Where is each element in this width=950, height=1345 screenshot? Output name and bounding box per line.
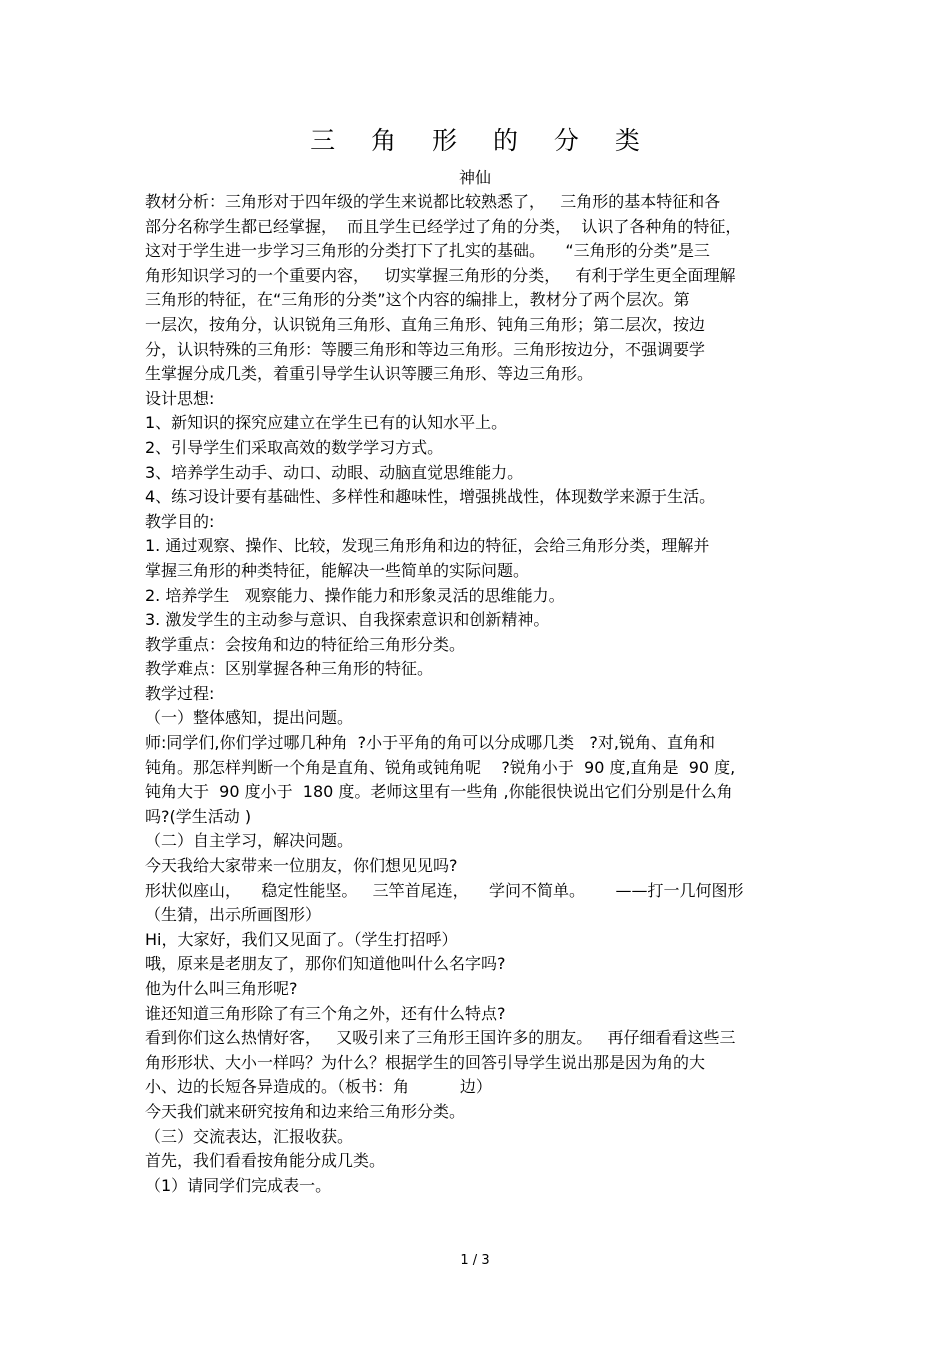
text-line: （1）请同学们完成表一。 [145, 1175, 332, 1195]
text-line: 教材分析：三角形对于四年级的学生来说都比较熟悉了， 三角形的基本特征和各 [145, 192, 721, 211]
text-line: 师:同学们,你们学过哪几种角 ?小于平角的角可以分成哪几类 ?对,锐角、直角和 [145, 733, 715, 753]
text-line: （三）交流表达，汇报收获。 [145, 1126, 354, 1146]
text-line: 钝角大于 90 度小于 180 度。老师这里有一些角 ,你能很快说出它们分别是什么角 [145, 782, 733, 802]
text-line: （生猜，出示所画图形） [145, 905, 322, 925]
text-line: 哦，原来是老朋友了，那你们知道他叫什么名字吗? [145, 954, 506, 974]
text-line: 生掌握分成几类，着重引导学生认识等腰三角形、等边三角形。 [145, 364, 594, 384]
text-line: 谁还知道三角形除了有三个角之外，还有什么特点? [145, 1003, 506, 1023]
text-line: 掌握三角形的种类特征，能解决一些简单的实际问题。 [145, 560, 530, 580]
text-line: 角形形状、大小一样吗？为什么？根据学生的回答引导学生说出那是因为角的大 [145, 1052, 706, 1072]
text-line: 钝角。那怎样判断一个角是直角、锐角或钝角呢 ?锐角小于 90 度,直角是 90 度, [145, 757, 736, 777]
text-line: 1. 通过观察、操作、比较，发现三角形角和边的特征，会给三角形分类，理解并 [145, 536, 710, 556]
text-line: 分，认识特殊的三角形：等腰三角形和等边三角形。三角形按边分，不强调要学 [145, 339, 706, 359]
text-line: 他为什么叫三角形呢? [145, 979, 298, 998]
text-line: 这对于学生进一步学习三角形的分类打下了扎实的基础。 “三角形的分类”是三 [145, 241, 710, 261]
text-line: 2、引导学生们采取高效的数学学习方式。 [145, 437, 444, 457]
document-body [145, 190, 810, 1198]
text-line: 4、练习设计要有基础性、多样性和趣味性，增强挑战性，体现数学来源于生活。 [145, 487, 716, 507]
text-line: 教学目的: [145, 511, 215, 531]
text-line: 教学过程: [145, 683, 215, 703]
text-line: 角形知识学习的一个重要内容， 切实掌握三角形的分类， 有利于学生更全面理解 [145, 265, 736, 285]
text-line: 三角形的特征，在“三角形的分类”这个内容的编排上，教材分了两个层次。第 [145, 290, 690, 310]
text-line: 3. 激发学生的主动参与意识、自我探索意识和创新精神。 [145, 610, 550, 630]
text-line: 吗?(学生活动 ) [145, 806, 252, 826]
text-line: 首先，我们看看按角能分成几类。 [145, 1151, 386, 1171]
text-line: 教学难点：区别掌握各种三角形的特征。 [145, 659, 434, 679]
document-author: 神仙 [458, 168, 491, 187]
document-title: 三 角 形 的 分 类 [310, 126, 654, 155]
text-line: 部分名称学生都已经掌握， 而且学生已经学过了角的分类， 认识了各种角的特征， [145, 216, 742, 236]
text-line: 今天我给大家带来一位朋友，你们想见见吗? [145, 856, 458, 876]
text-line: （一）整体感知，提出问题。 [145, 708, 354, 728]
text-line: 小、边的长短各异造成的。（板书：角 边） [145, 1077, 492, 1097]
text-line: 2. 培养学生 观察能力、操作能力和形象灵活的思维能力。 [145, 585, 565, 605]
text-line: 设计思想: [145, 388, 215, 408]
text-line: 1、新知识的探究应建立在学生已有的认知水平上。 [145, 413, 508, 433]
text-line: 今天我们就来研究按角和边来给三角形分类。 [145, 1101, 466, 1121]
page-number: 1 / 3 [460, 1253, 490, 1268]
text-line: 看到你们这么热情好客， 又吸引来了三角形王国许多的朋友。 再仔细看看这些三 [145, 1028, 736, 1048]
text-line: Hi，大家好，我们又见面了。（学生打招呼） [145, 929, 458, 949]
text-line: 3、培养学生动手、动口、动眼、动脑直觉思维能力。 [145, 462, 524, 482]
text-line: 形状似座山， 稳定性能坚。 三竿首尾连， 学问不简单。 ——打一几何图形 [145, 880, 744, 900]
text-line: 教学重点：会按角和边的特征给三角形分类。 [145, 634, 466, 654]
text-line: （二）自主学习，解决问题。 [145, 831, 354, 851]
text-line: 一层次，按角分，认识锐角三角形、直角三角形、钝角三角形；第二层次，按边 [145, 314, 706, 334]
